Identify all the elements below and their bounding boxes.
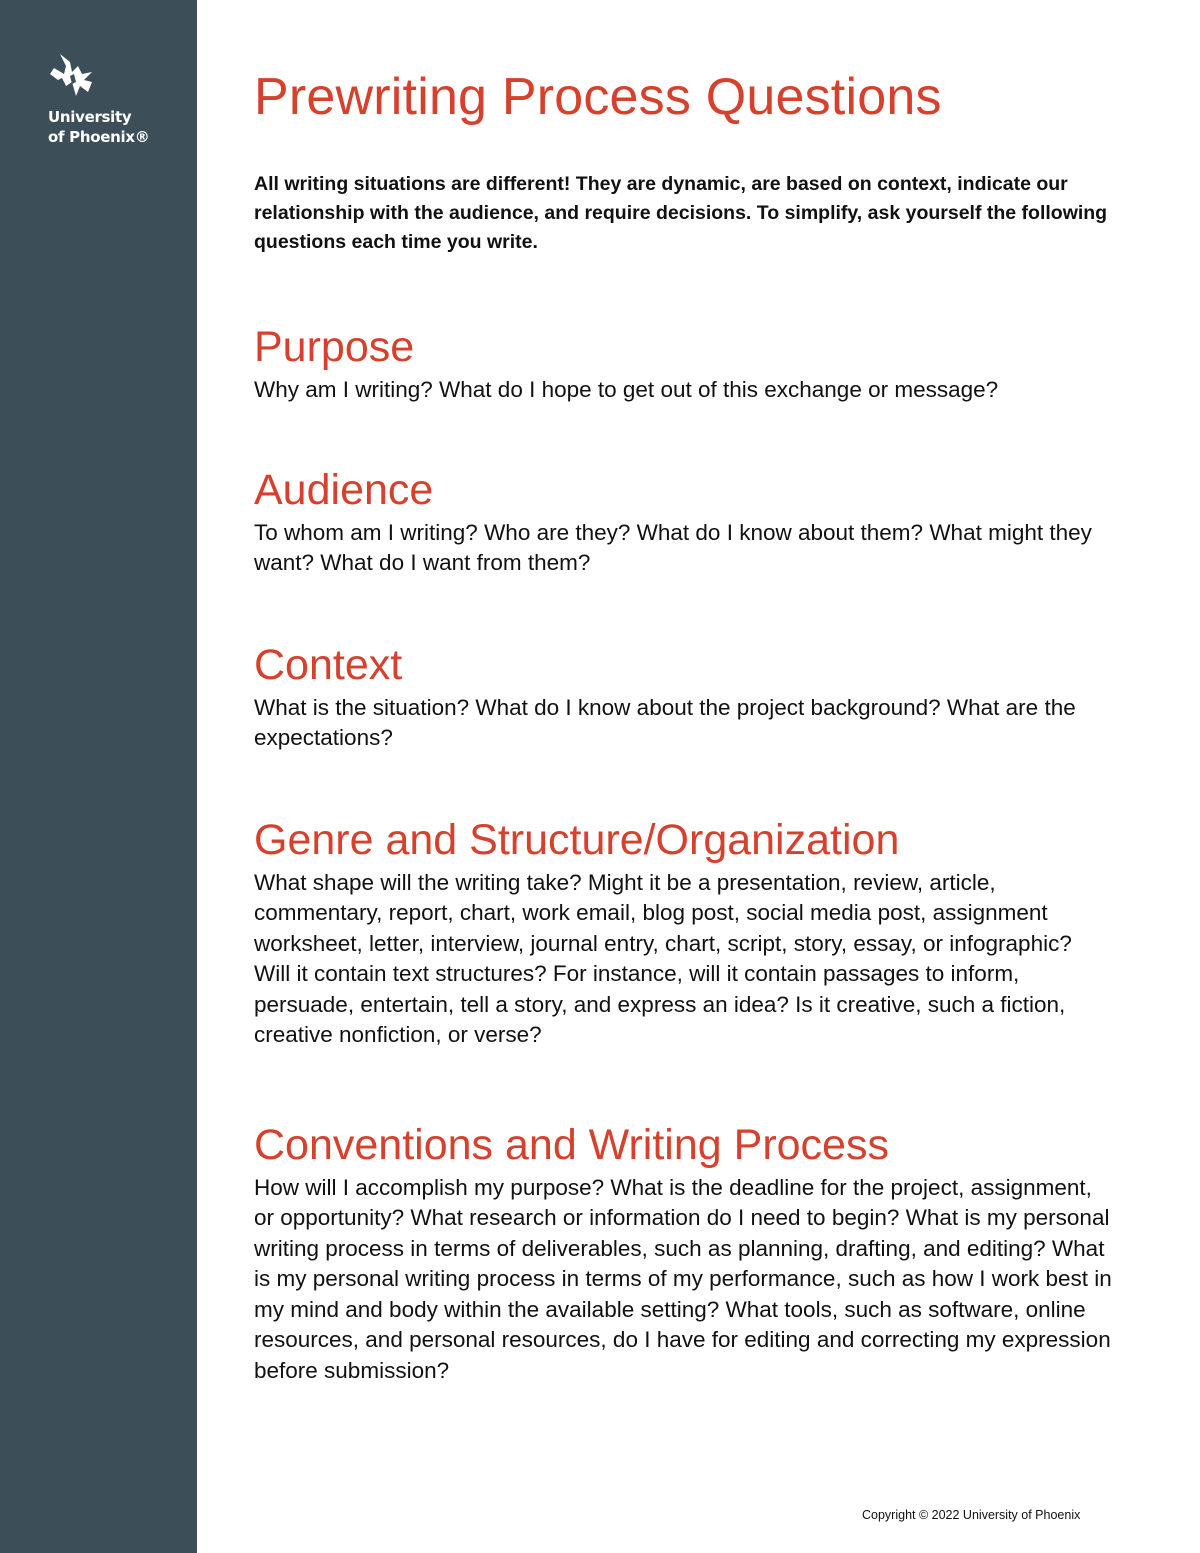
section-heading: Purpose — [254, 323, 415, 371]
sidebar — [0, 0, 197, 1553]
logo-line-1: University — [48, 108, 132, 126]
section-audience — [254, 462, 1134, 579]
section-body: What shape will the writing take? Might it be a presentation, review, article, commentary, report, chart, work email, blog post, social media post, assignment worksheet, letter, interview, journal entry, chart, script, story, essay, or infographic? Will it contain text structures? For instance, will it contain passages to inform, persuade, entertain, tell a story, and express an idea? Is it creative, such a fiction, creative nonfiction, or verse? — [254, 869, 1072, 1047]
section-body: Why am I writing? What do I hope to get out of this exchange or message? — [254, 377, 999, 402]
section-body: To whom am I writing? Who are they? What do I know about them? What might they want? What do I want from them? — [254, 519, 1092, 575]
section-genre-structure — [254, 812, 1134, 1051]
section-purpose — [254, 319, 1134, 406]
university-logo — [48, 52, 158, 147]
intro-paragraph: All writing situations are different! They are dynamic, are based on context, indicate our relationship with the audience, and require decisions. To simplify, ask yourself the following questions each time you write. — [254, 173, 1108, 253]
section-body: What is the situation? What do I know about the project background? What are the expectations? — [254, 694, 1076, 750]
section-heading: Conventions and Writing Process — [254, 1120, 889, 1169]
section-heading: Audience — [254, 465, 434, 514]
logo-line-2: of Phoenix® — [48, 128, 150, 146]
page-title: Prewriting Process Questions — [254, 68, 942, 126]
main-content — [254, 62, 1134, 1386]
copyright-footer: Copyright © 2022 University of Phoenix — [862, 1508, 1081, 1522]
section-context — [254, 637, 1134, 754]
section-conventions-process — [254, 1117, 1134, 1387]
section-heading: Genre and Structure/Organization — [254, 815, 900, 864]
phoenix-bird-icon — [48, 52, 100, 104]
section-heading: Context — [254, 640, 403, 689]
section-body: How will I accomplish my purpose? What is the deadline for the project, assignment, or opportunity? What research or information do I need to begin? What is my personal writing process in terms of deliverables, such as planning, drafting, and editing? What is my personal writing process in terms of my performance, such as how I work best in my mind and body within the available setting? What tools, such as software, online resources, and personal resources, do I have for editing and correcting my expression before submission? — [254, 1174, 1112, 1383]
